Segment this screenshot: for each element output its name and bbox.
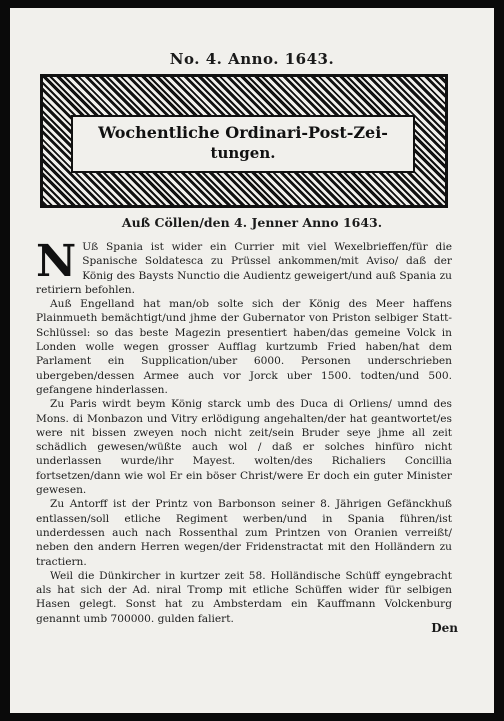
newspaper-title: Wochentliche Ordinari-Post-Zei-: [98, 123, 388, 142]
paragraph-spain: [36, 236, 452, 297]
drop-cap: N: [36, 236, 77, 287]
paragraph-dunkirk: Weil die Dünkircher in kurtzer zeit 58. Holländische Schüff eyngebracht als hat sich der Ad. niral Tromp mit etliche Schüffen wider für selbigen Hasen gelegt. Sonst hat zu Ambsterdam ein Kauffmann Volckenburg genannt umb 700000. gulden faliert.: [36, 569, 452, 625]
newspaper-page: [10, 8, 494, 713]
title-cartouche: [71, 115, 415, 173]
dateline: Auß Cöllen/den 4. Jenner Anno 1643.: [121, 215, 383, 230]
paragraph-text: Uß Spania ist wider ein Currier mit viel Wexelbrieffen/für die Spanische Soldatesca zu Prüssel ankommen/mit Aviso/ daß der König des Baysts Nunctio die Audientz geweigert/und auß Spania zu retiriern befohlen.: [36, 241, 452, 296]
paragraph-england: Auß Engelland hat man/ob solte sich der König des Meer haffens Plainmueth bemächtigt/und jhme der Gubernator von Priston selbiger Statt-Schlüssel: so das beste Magezin presentiert haben/das gemeine Volck in Londen wolle wegen grosser Aufflag kurtzumb Fried haben/hat dem Parlament ein Supplication/uber 6000. Personen underschrieben ubergeben/dessen Armee auch vor Jorck uber 1500. todten/und 500. gefangene hinderlassen.: [36, 298, 452, 396]
article-body: [36, 236, 452, 626]
catchword: Den: [431, 621, 458, 635]
newspaper-title-continued: tungen.: [210, 144, 276, 162]
issue-number: No. 4. Anno. 1643.: [169, 50, 335, 68]
paragraph-antwerp: Zu Antorff ist der Printz von Barbonson seiner 8. Jährigen Gefänckhuß entlassen/soll etliche Regiment werben/und in Spania führen/ist underdessen auch nach Rossenthal zum Printzen von Oranien verreißt/ neben den andern Herren wegen/der Fridenstractat mit den Holländern zu tractiern.: [36, 498, 452, 568]
title-banner: [40, 74, 448, 208]
paragraph-paris: Zu Paris wirdt beym König starck umb des Duca di Orliens/ umnd des Mons. di Monbazon und Vitry erlödigung angehalten/der hat geantwortet/es were nit bissen zweyen noch nicht zeit/sein Bruder seye jhme all zeit schädlich gewesen/wüßte auch wol / daß er solches hinfüro nicht underlassen wurde/ihr Mayest. wolten/des Richaliers Concillia fortsetzen/dann wie wol Er ein böser Christ/were Er doch ein guter Minister gewesen.: [36, 398, 452, 497]
